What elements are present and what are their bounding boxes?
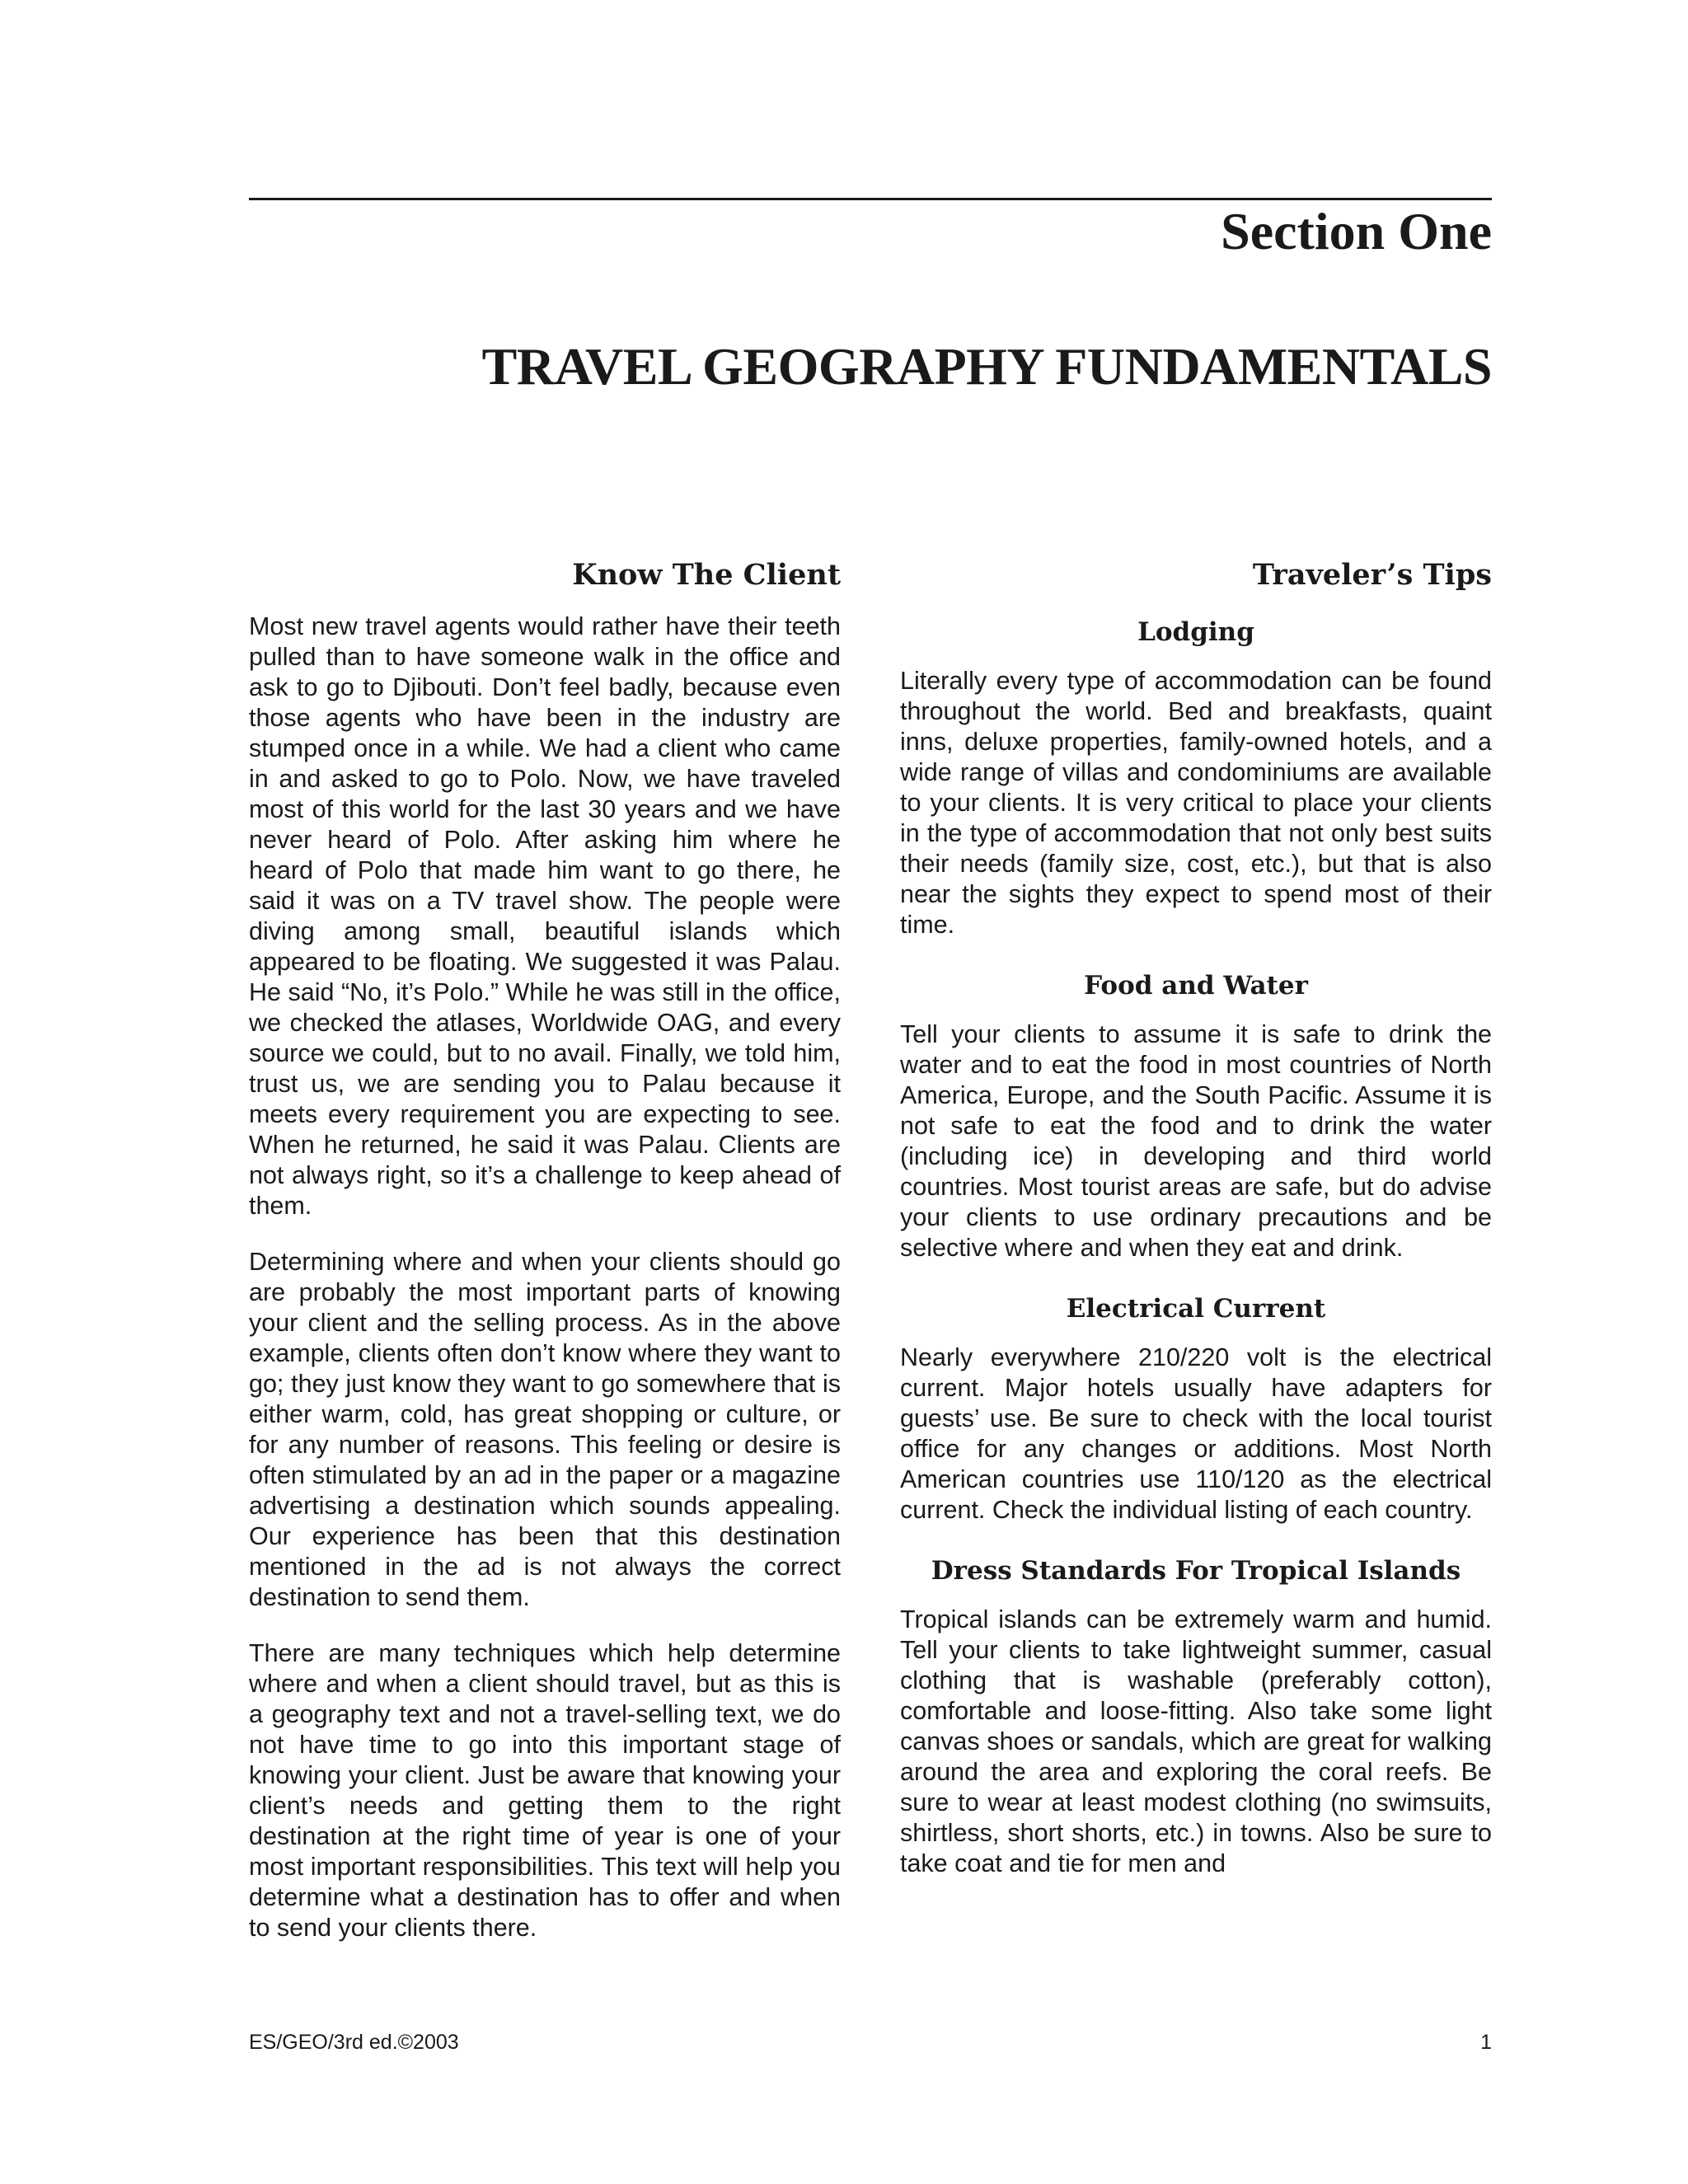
- dress-standards-paragraph: Tropical islands can be extremely warm and humid. Tell your clients to take lightweight summer, casual clothing that is washable (preferably cotton), comfortable and loose-fitting. Also take some light canvas shoes or sandals, which are great for walking around the area and exploring the coral reefs. Be sure to wear at least modest clothing (no swimsuits, shirtless, short shorts, etc.) in towns. Also be sure to take coat and tie for men and: [900, 1605, 1492, 1877]
- left-column: [249, 551, 841, 1969]
- know-the-client-heading: Know The Client: [572, 558, 841, 592]
- travelers-tips-heading: Traveler’s Tips: [1252, 558, 1492, 592]
- food-and-water-heading: Food and Water: [1084, 971, 1308, 1001]
- dress-standards-heading: Dress Standards For Tropical Islands: [931, 1556, 1461, 1586]
- body-paragraph: Determining where and when your clients should go are probably the most important parts of knowing your client and the selling process. As in the above example, clients often don’t know where they want to go; they just know they want to go somewhere that is either warm, cold, has great shopping or culture, or for any number of reasons. This feeling or desire is often stimulated by an ad in the paper or a magazine advertising a destination which sounds appealing. Our experience has been that this destination mentioned in the ad is not always the correct destination to send them.: [249, 1248, 841, 1611]
- body-paragraph: There are many techniques which help determine where and when a client should travel, but as this is a geography text and not a travel-selling text, we do not have time to go into this important stage of knowing your client. Just be aware that knowing your client’s needs and getting them to the right destination at the right time of year is one of your most important responsibilities. This text will help you determine what a destination has to offer and when to send your clients there.: [249, 1639, 841, 1942]
- food-and-water-paragraph: Tell your clients to assume it is safe to drink the water and to eat the food in most countries of North America, Europe, and the South Pacific. Assume it is not safe to eat the food and to drink the water (including ice) in developing and third world countries. Most tourist areas are safe, but do advise your clients to use ordinary precautions and be selective where and when they eat and drink.: [900, 1020, 1492, 1262]
- lodging-heading: Lodging: [1137, 617, 1254, 647]
- lodging-paragraph: Literally every type of accommodation can be found throughout the world. Bed and breakfasts, quaint inns, deluxe properties, family-owned hotels, and a wide range of villas and condominiums are available to your clients. It is very critical to place your clients in the type of accommodation that not only best suits their needs (family size, cost, etc.), but that is also near the sights they expect to spend most of their time.: [900, 667, 1492, 939]
- page-number: 1: [1480, 2031, 1492, 2054]
- electrical-current-paragraph: Nearly everywhere 210/220 volt is the electrical current. Major hotels usually have adapters for guests’ use. Be sure to check with the local tourist office for any changes or additions. Most North American countries use 110/120 as the electrical current. Check the individual listing of each country.: [900, 1343, 1492, 1524]
- footer-edition: ES/GEO/3rd ed.©2003: [249, 2031, 459, 2054]
- page-title: TRAVEL GEOGRAPHY FUNDAMENTALS: [481, 337, 1492, 396]
- body-paragraph: Most new travel agents would rather have their teeth pulled than to have someone walk in the office and ask to go to Djibouti. Don’t feel badly, because even those agents who have been in the industry are stumped once in a while. We had a client who came in and asked to go to Polo. Now, we have traveled most of this world for the last 30 years and we have never heard of Polo. After asking him where he heard of Polo that made him want to go there, he said it was on a TV travel show. The people were diving among small, beautiful islands which appeared to be floating. We suggested it was Palau. He said “No, it’s Polo.” While he was still in the office, we checked the atlases, Worldwide OAG, and every source we could, but to no avail. Finally, we told him, trust us, we are sending you to Palau because it meets every requirement you are expecting to see. When he returned, he said it was Palau. Clients are not always right, so it’s a challenge to keep ahead of them.: [249, 612, 841, 1220]
- section-label: Section One: [1221, 202, 1492, 260]
- electrical-current-heading: Electrical Current: [1066, 1294, 1326, 1324]
- right-column: [900, 551, 1492, 1904]
